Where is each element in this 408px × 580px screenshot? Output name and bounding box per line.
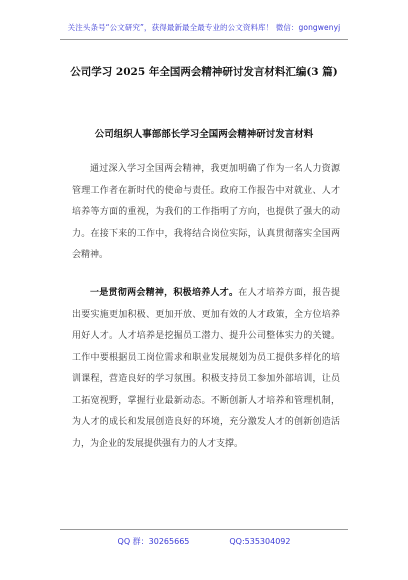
footer-qq-group: QQ 群：30265665 [117, 537, 190, 546]
header-promo-note: 关注头条号“公文研究”，获得最新最全最专业的公文资料库！ 微信：gongwenyj [67, 23, 341, 32]
paragraph-intro: 通过深入学习全国两会精神，我更加明确了作为一名人力资源管理工作者在新时代的使命与责任。政府工作报告中对就业、人才培养等方面的重视，为我们的工作指明了方向，也提供了强大的动力。在接下来的工作中，我将结合岗位实际，认真贯彻落实全国两会精神。 [72, 164, 340, 260]
paragraph-talent-training [72, 283, 340, 455]
document-title: 公司学习 2025 年全国两会精神研讨发言材料汇编(3 篇) [70, 66, 338, 78]
footer-divider [60, 529, 348, 530]
footer-qq-number: QQ:535304092 [229, 537, 291, 546]
paragraph-lead-heading: 一是贯彻两会精神，积极培养人才。 [90, 288, 239, 298]
header-divider [60, 39, 348, 40]
section-title: 公司组织人事部部长学习全国两会精神研讨发言材料 [94, 129, 314, 140]
footer-contacts [0, 536, 408, 547]
paragraph-body: 在人才培养方面，报告提出要实施更加积极、更加开放、更加有效的人才政策，全方位培养用好人才。人才培养是挖掘员工潜力、提升公司整体实力的关键。工作中要根据员工岗位需求和职业发展规划为员工提供多样化的培训课程，营造良好的学习氛围。积极支持员工参加外部培训，让员工拓宽视野，掌握行业最新动态。不断创新人才培养和管理机制，为人才的成长和发展创造良好的环境，充分激发人才的创新创造活力，为企业的发展提供强有力的人才支撑。 [72, 288, 340, 449]
